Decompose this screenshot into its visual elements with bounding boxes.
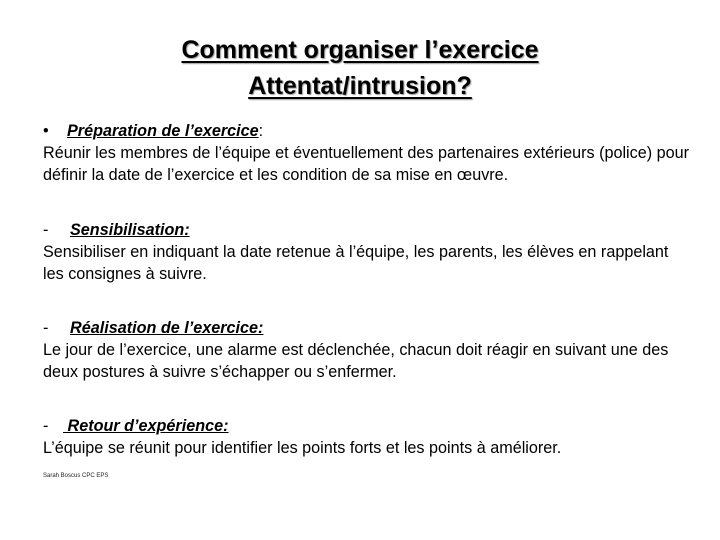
author-footer: Sarah Boscus CPC EPS: [43, 473, 109, 479]
heading-label: Réalisation de l’exercice:: [70, 319, 264, 337]
title-line-2: Attentat/intrusion?: [248, 72, 472, 100]
section-text: Sensibiliser en indiquant la date retenue à l’équipe, les parents, les élèves en rappelant les consignes à suivre.: [43, 243, 669, 283]
section-preparation: [43, 120, 693, 186]
bullet-dash: -: [43, 417, 49, 435]
section-heading: [43, 415, 693, 437]
section-text: Réunir les membres de l’équipe et éventuellement des partenaires extérieurs (police) pour définir la date de l’exercice et les condition de sa mise en œuvre.: [43, 144, 690, 184]
section-realisation: [43, 317, 693, 383]
heading-label: Sensibilisation:: [70, 221, 190, 239]
heading-label: Retour d’expérience:: [63, 417, 229, 435]
content-body: [43, 120, 693, 459]
section-heading: [43, 219, 693, 241]
section-text: L’équipe se réunit pour identifier les points forts et les points à améliorer.: [43, 439, 562, 457]
section-sensibilisation: [43, 219, 693, 285]
heading-suffix: :: [258, 122, 264, 140]
heading-label: Préparation de l’exercice: [67, 122, 259, 140]
bullet-dash: -: [43, 319, 49, 337]
section-heading: [43, 120, 693, 142]
page-title: [0, 32, 720, 104]
bullet-dot: •: [43, 122, 49, 140]
section-retour: [43, 415, 693, 459]
bullet-dash: -: [43, 221, 49, 239]
section-heading: [43, 317, 693, 339]
title-line-1: Comment organiser l’exercice: [181, 36, 539, 64]
section-text: Le jour de l’exercice, une alarme est déclenchée, chacun doit réagir en suivant une des deux postures à suivre s’échapper ou s’enfermer.: [43, 341, 669, 381]
